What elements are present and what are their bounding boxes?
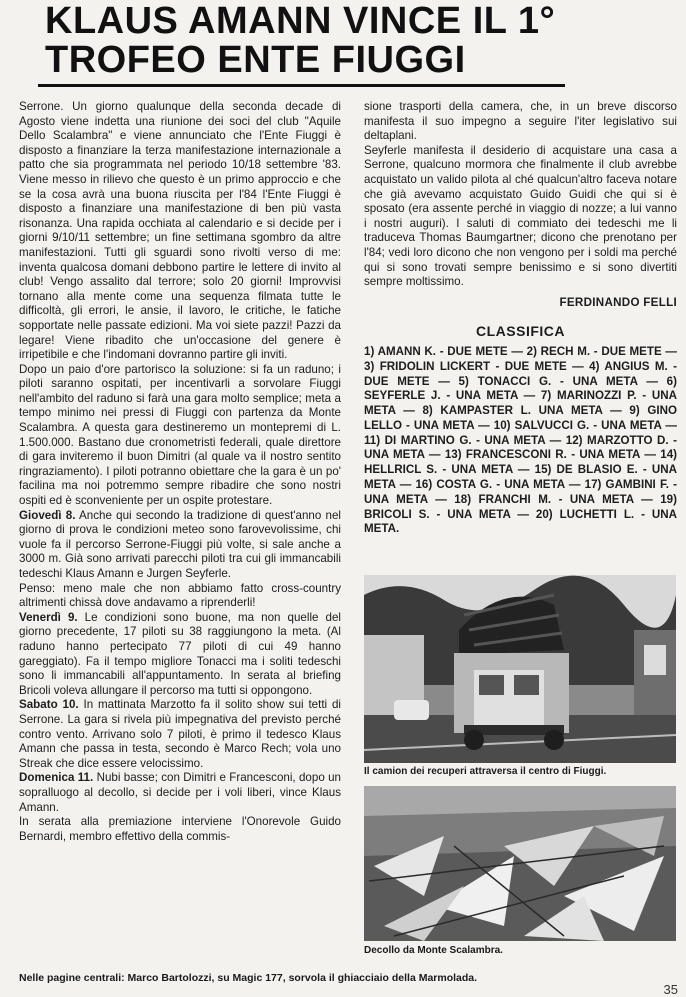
gliders-photo-image <box>364 786 676 941</box>
right-column <box>364 100 677 537</box>
classifica-list: 1) AMANN K. - DUE METE — 2) RECH M. - DUE METE — 3) FRIDOLIN LICKERT - DUE METE — 4) ANGIUS M. - DUE METE — 5) TONACCI G. - UNA META — 6) SEYFERLE J. - UNA META — 7) MARINOZZI P. - UNA META — 8) KAMPASTER L. UNA META — 9) GINO LELLO - UNA META — 10) SALVUCCI G. - UNA META — 11) DI MARTINO G. - UNA META — 12) MARZOTTO D. - UNA META — 13) FRANCESCONI R. - UNA META — 14) HELLRICL S. - UNA META — 15) DE BLASIO E. - UNA META — 16) COSTA G. - UNA META — 17) GAMBINI F. - UNA META — 18) FRANCHI M. - UNA META — 19) BRICOLI S. - UNA META — 20) LUCHETTI L. - UNA META. <box>364 344 677 536</box>
gliders-photo-caption: Decollo da Monte Scalambra. <box>364 945 503 956</box>
day-label: Sabato 10. <box>19 698 79 712</box>
paragraph-solution: Dopo un paio d'ore partorisco la soluzione: si fa un raduno; i piloti saranno ospitati, per incentivarli a sorvolare Fiuggi nell'ambito del raduno si farà una gara molto semplice; meta a tempo minimo nei pressi di Fiuggi con partenza da Monte Scalambra. A questa gara destineremo un montepremi di L. 1.500.000. Bastano due cronometristi federali, quale direttore di gara inviteremo il buon Dimitri (al quale va il nostro sentito ringraziamento). I piloti potranno obiettare che la gara è un po' facilina ma noi potremmo sempre ribadire che sono nostri ospiti ed è sconveniente per un ospite protestare. <box>19 362 341 508</box>
day-entry <box>19 771 341 815</box>
title-underline <box>38 84 565 87</box>
gliders-photo <box>364 786 676 941</box>
paragraph-intro: Serrone. Un giorno qualunque della seconda decade di Agosto viene indetta una riunione dei soci del club "Aquile Dello Scalambra" e viene annunciato che l'Ente Fiuggi è disposto a finanziare la terza manifestazione internazionale a patto che sia programmata nel periodo 10/18 settembre '83. Viene messo in rilievo che questo è un primo approccio e che se la cosa avrà una buona riuscita per l'84 l'Ente Fiuggi è disposto a finanziare una manifestazione di ben più vasta risonanza. Una rapida occhiata al calendario e si decide per i giorni 9/10/11 settembre; un fine settimana sgombro da altre manifestazioni. Tutti gli sguardi sono rivolti verso di me: inventa qualcosa domani debbono partire le lettere di invito al club! Vengo assalito dal terrore; solo 20 giorni! Improvvisi tornano alla mente come una sequenza filmata tutte le difficoltà, gli errori, le ansie, il lavoro, le critiche, le fatiche sopportate nelle passate edizioni. Ma voi siete pazzi! Pazzi da legare! Viene ribadito che un'occasione del genere è irripetibile e che l'indomani dovranno partire gli inviti. <box>19 100 341 362</box>
day-label: Giovedì 8. <box>19 508 76 522</box>
day-text: In serata alla premiazione interviene l'Onorevole Guido Bernardi, membro effettivo della commis- <box>19 815 341 843</box>
day-entry <box>19 582 341 611</box>
day-entry <box>19 611 341 699</box>
day-label: Venerdì 9. <box>19 610 78 624</box>
paragraph-seyferle: Seyferle manifesta il desiderio di acquistare una casa a Serrone, qualcuno mormora che finalmente il club avrebbe acquistato un valido pilota al ché qualcun'altro faceva notare che già avevamo acquistato Guido Guidi che qui si è sposato (era assente perché in viaggio di nozze; a lui vanno i nostri auguri). I saluti di commiato dei tedeschi me li traduceva Thomas Baumgartner; dicono che prenotano per l'84; vedi loro dicono che non vengono per i soldi ma perché qui si sono trovati sempre benissimo e si sono divertiti sempre moltissimo. <box>364 143 677 289</box>
footnote: Nelle pagine centrali: Marco Bartolozzi, su Magic 177, sorvola il ghiacciaio della Marmolada. <box>19 972 478 984</box>
left-column <box>19 100 341 844</box>
day-entry <box>19 815 341 844</box>
day-text: Penso: meno male che non abbiamo fatto cross-country altrimenti chissà dove andavamo a riprenderli! <box>19 581 341 610</box>
truck-photo <box>364 575 676 763</box>
day-text: In mattinata Marzotto fa il solito show sui tetti di Serrone. La gara si rivela più impegnativa del previsto perché contro vento. Arrivano solo 7 piloti, è primo il tedesco Klaus Amann che passa in testa, secondo è Marco Rech; vola uno Streak che dice essere velocissimo. <box>19 698 341 770</box>
page-number: 35 <box>663 982 678 997</box>
day-entry <box>19 509 341 582</box>
day-text: Anche qui secondo la tradizione di quest'anno nel giorno di prova le condizioni meteo sono farovevolissime, chi vuole fa il percorso Serrone-Fiuggi più volte, si sale anche a 3000 m. Già sono arrivati parecchi piloti tra cui gli immancabili tedeschi Klaus Amann e Jurgen Seyferle. <box>19 508 341 580</box>
article-title: KLAUS AMANN VINCE IL 1° TROFEO ENTE FIUGGI <box>45 0 556 81</box>
truck-photo-caption: Il camion dei recuperi attraversa il centro di Fiuggi. <box>364 766 607 777</box>
day-entry <box>19 698 341 771</box>
author-signature: FERDINANDO FELLI <box>559 295 677 309</box>
truck-photo-image <box>364 575 676 763</box>
day-text: Le condizioni sono buone, ma non quelle del giorno precedente, 17 piloti su 38 raggiungono la meta. (Al raduno hanno pertecipato 77 piloti di cui 49 hanno gareggiato). Fa il tempo migliore Tonacci ma i soliti tedeschi sono li immancabili all'appuntamento. In serata al briefing Bricoli voleva allungare il percorso ma tutti si oppongono. <box>19 610 341 697</box>
day-label: Domenica 11. <box>19 771 94 785</box>
paragraph-continuation: sione trasporti della camera, che, in un breve discorso manifesta il suo impegno a seguire l'iter legislativo sui deltaplani. <box>364 100 677 143</box>
classifica-heading: CLASSIFICA <box>476 323 565 340</box>
day-text: Nubi basse; con Dimitri e Francesconi, dopo un sopralluogo al decollo, si decide per i voli liberi, vince Klaus Amann. <box>19 771 342 814</box>
